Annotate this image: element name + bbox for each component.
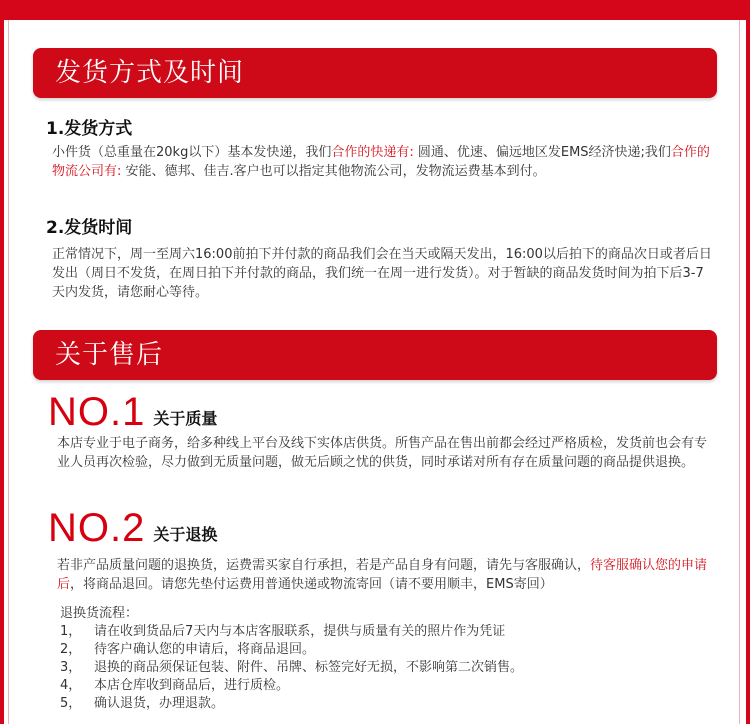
step-number: 3， xyxy=(60,660,82,675)
return-process-label: 退换货流程： xyxy=(60,606,139,621)
after-sales-banner: 关于售后 xyxy=(33,330,717,380)
partner-logistics-label: 合作的物流公司有: xyxy=(52,145,710,179)
return-policy-text-b: ，将商品退回。请您先垫付运费用普通快递或物流寄回（请不要用顺丰，EMS寄回） xyxy=(70,577,553,592)
process-step xyxy=(60,659,720,677)
no2-title: 关于退换 xyxy=(153,525,218,544)
process-step xyxy=(60,677,720,695)
shipping-method-text-c: 安能、德邦、佳吉.客户也可以指定其他物流公司，发物流运费基本到付。 xyxy=(121,164,546,179)
no1-heading xyxy=(48,392,217,432)
no2-heading xyxy=(48,508,217,548)
process-step xyxy=(60,623,720,641)
shipping-method-text-b: 圆通、优速、偏远地区发EMS经济快递;我们 xyxy=(413,145,671,160)
return-policy-highlight: 待客服确认您的申请后 xyxy=(57,558,708,592)
shipping-method-text-a: 小件货（总重量在20kg以下）基本发快递，我们 xyxy=(52,145,332,160)
no1-number: NO.1 xyxy=(48,390,146,434)
return-process xyxy=(60,605,720,713)
process-step xyxy=(60,641,720,659)
step-text: 请在收到货品后7天内与本店客服联系，提供与质量有关的照片作为凭证 xyxy=(94,624,506,639)
shipping-time-text: 正常情况下，周一至周六16:00前拍下并付款的商品我们会在当天或隔天发出，16:00以后拍下的商品次日或者后日发出（周日不发货，在周日拍下并付款的商品，我们统一在周一进行发货）。对于暂缺的商品发货时间为拍下后3-7天内发货，请您耐心等待。 xyxy=(52,247,712,300)
process-step xyxy=(60,695,720,713)
shipping-method-heading: 1.发货方式 xyxy=(46,119,133,139)
quality-text: 本店专业于电子商务，给多种线上平台及线下实体店供货。所售产品在售出前都会经过严格质检，发货前也会有专业人员再次检验，尽力做到无质量问题，做无后顾之忧的供货，同时承诺对所有存在质量问题的商品提供退换。 xyxy=(57,436,708,470)
top-red-border xyxy=(0,0,750,20)
no2-number: NO.2 xyxy=(48,506,146,550)
step-number: 2， xyxy=(60,642,82,657)
step-text: 待客户确认您的申请后，将商品退回。 xyxy=(94,642,316,657)
partner-express-label: 合作的快递有: xyxy=(331,145,414,160)
shipping-method-text xyxy=(52,143,716,181)
no1-title: 关于质量 xyxy=(153,409,218,428)
step-number: 4， xyxy=(60,678,82,693)
return-policy-text-a: 若非产品质量问题的退换货，运费需买家自行承担，若是产品自身有问题，请先与客服确认， xyxy=(57,558,591,573)
shipping-time-heading: 2.发货时间 xyxy=(46,218,133,238)
step-number: 1， xyxy=(60,624,82,639)
step-number: 5， xyxy=(60,696,82,711)
left-red-border xyxy=(0,0,4,724)
step-text: 确认退货，办理退款。 xyxy=(94,696,225,711)
right-red-border xyxy=(746,0,750,724)
step-text: 本店仓库收到商品后，进行质检。 xyxy=(94,678,290,693)
step-text: 退换的商品须保证包装、附件、吊牌、标签完好无损，不影响第二次销售。 xyxy=(94,660,524,675)
return-policy-text xyxy=(57,556,717,594)
shipping-section-banner: 发货方式及时间 xyxy=(33,48,717,98)
